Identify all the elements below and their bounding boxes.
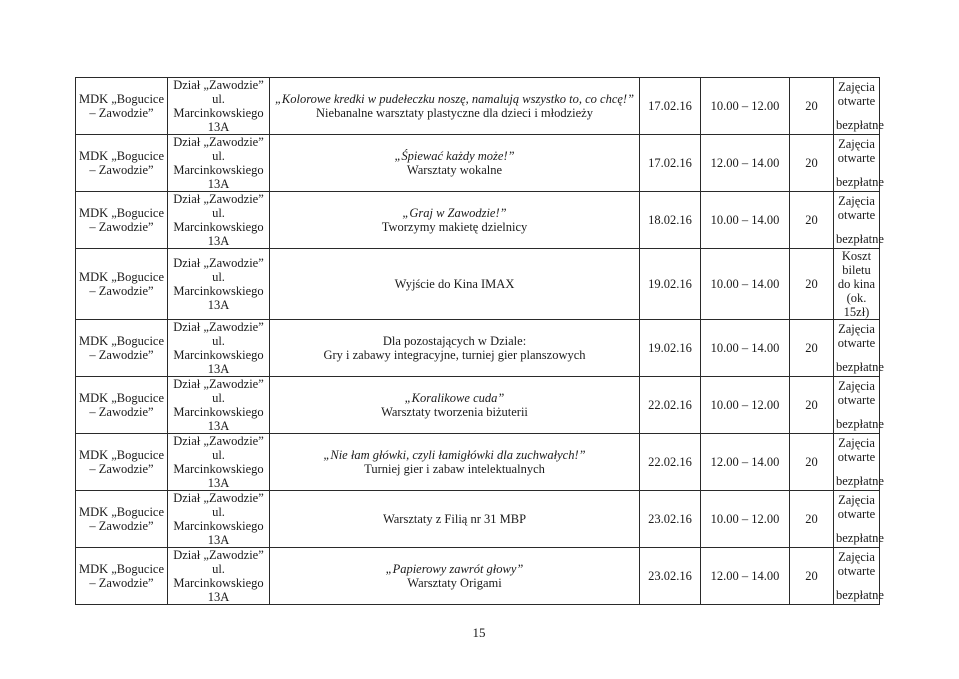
location-department: Dział „Zawodzie” <box>173 434 264 448</box>
event-cell <box>270 135 640 192</box>
status-line-2: otwarte <box>837 393 876 407</box>
location-department: Dział „Zawodzie” <box>173 491 264 505</box>
status-line-2: otwarte <box>837 151 876 165</box>
time-cell: 12.00 – 14.00 <box>701 548 790 605</box>
event-cell <box>270 548 640 605</box>
location-cell <box>168 548 270 605</box>
event-description: Tworzymy makietę dzielnicy <box>381 220 528 234</box>
organizer-name: MDK „Bogucice – Zawodzie” <box>78 149 165 177</box>
time-cell: 12.00 – 14.00 <box>701 135 790 192</box>
status-line-2: otwarte <box>837 564 876 578</box>
date-cell: 22.02.16 <box>640 377 701 434</box>
participants-cell: 20 <box>790 192 834 249</box>
table-row <box>76 491 880 548</box>
event-title: „Graj w Zawodzie!” <box>402 206 507 220</box>
status-line-3: bezpłatne <box>836 232 884 246</box>
location-cell <box>168 377 270 434</box>
status-line-3: bezpłatne <box>836 118 884 132</box>
status-line-2: otwarte <box>837 94 876 108</box>
location-street: ul. Marcinkowskiego <box>173 448 264 476</box>
location-department: Dział „Zawodzie” <box>173 548 264 562</box>
date-cell: 22.02.16 <box>640 434 701 491</box>
event-description: Warsztaty z Filią nr 31 MBP <box>382 512 527 526</box>
location-street: ul. Marcinkowskiego <box>173 149 264 177</box>
location-street: ul. Marcinkowskiego <box>173 206 264 234</box>
time-cell: 10.00 – 14.00 <box>701 249 790 320</box>
location-street: ul. Marcinkowskiego <box>173 505 264 533</box>
location-cell <box>168 434 270 491</box>
status-cell <box>834 434 884 491</box>
date-cell: 19.02.16 <box>640 320 701 377</box>
organizer-cell <box>76 249 168 320</box>
status-line-3: bezpłatne <box>836 531 884 545</box>
status-cell <box>834 192 884 249</box>
table-row <box>76 377 880 434</box>
status-line-1: Zajęcia <box>838 322 875 336</box>
location-cell <box>168 320 270 377</box>
location-department: Dział „Zawodzie” <box>173 320 264 334</box>
location-street: ul. Marcinkowskiego <box>173 334 264 362</box>
event-title: Dla pozostających w Dziale: <box>382 334 527 348</box>
date-cell: 17.02.16 <box>640 135 701 192</box>
table-row <box>76 249 880 320</box>
page-number: 15 <box>472 625 486 640</box>
participants-cell: 20 <box>790 320 834 377</box>
organizer-cell <box>76 135 168 192</box>
organizer-cell <box>76 320 168 377</box>
organizer-name: MDK „Bogucice – Zawodzie” <box>78 334 165 362</box>
organizer-name: MDK „Bogucice – Zawodzie” <box>78 391 165 419</box>
participants-cell: 20 <box>790 548 834 605</box>
location-cell <box>168 78 270 135</box>
location-number: 13A <box>207 298 230 312</box>
organizer-cell <box>76 548 168 605</box>
date-cell: 18.02.16 <box>640 192 701 249</box>
event-description: Turniej gier i zabaw intelektualnych <box>364 462 545 476</box>
event-cell <box>270 377 640 434</box>
status-line-2: biletu do kina <box>837 263 876 291</box>
status-cell <box>834 320 884 377</box>
location-street: ul. Marcinkowskiego <box>173 92 264 120</box>
organizer-cell <box>76 491 168 548</box>
status-cell <box>834 491 884 548</box>
participants-cell: 20 <box>790 78 834 135</box>
date-cell: 23.02.16 <box>640 491 701 548</box>
organizer-cell <box>76 78 168 135</box>
location-department: Dział „Zawodzie” <box>173 377 264 391</box>
event-title: „Koralikowe cuda” <box>404 391 505 405</box>
status-line-2: otwarte <box>837 450 876 464</box>
location-department: Dział „Zawodzie” <box>173 78 264 92</box>
status-line-1: Zajęcia <box>838 436 875 450</box>
participants-cell: 20 <box>790 491 834 548</box>
location-cell <box>168 249 270 320</box>
event-description: Warsztaty Origami <box>407 576 502 590</box>
location-department: Dział „Zawodzie” <box>173 256 264 270</box>
event-title: „Papierowy zawrót głowy” <box>385 562 524 576</box>
status-line-3: bezpłatne <box>836 588 884 602</box>
event-cell <box>270 320 640 377</box>
location-number: 13A <box>207 590 230 604</box>
organizer-name: MDK „Bogucice – Zawodzie” <box>78 206 165 234</box>
participants-cell: 20 <box>790 249 834 320</box>
location-number: 13A <box>207 177 230 191</box>
participants-cell: 20 <box>790 434 834 491</box>
location-cell <box>168 491 270 548</box>
organizer-name: MDK „Bogucice – Zawodzie” <box>78 562 165 590</box>
event-title: „Śpiewać każdy może!” <box>394 149 515 163</box>
table-row <box>76 548 880 605</box>
status-cell <box>834 135 884 192</box>
date-cell: 19.02.16 <box>640 249 701 320</box>
status-line-2: otwarte <box>837 507 876 521</box>
location-number: 13A <box>207 362 230 376</box>
organizer-name: MDK „Bogucice – Zawodzie” <box>78 270 165 298</box>
location-department: Dział „Zawodzie” <box>173 192 264 206</box>
status-line-1: Zajęcia <box>838 194 875 208</box>
event-title: „Kolorowe kredki w pudełeczku noszę, namalują wszystko to, co chcę!” <box>274 92 635 106</box>
schedule-table <box>75 77 884 605</box>
event-cell <box>270 249 640 320</box>
event-description: Warsztaty wokalne <box>406 163 503 177</box>
date-cell: 23.02.16 <box>640 548 701 605</box>
time-cell: 10.00 – 12.00 <box>701 78 790 135</box>
time-cell: 10.00 – 12.00 <box>701 377 790 434</box>
status-line-3: bezpłatne <box>836 175 884 189</box>
status-line-3: bezpłatne <box>836 360 884 374</box>
event-cell <box>270 192 640 249</box>
event-description: Gry i zabawy integracyjne, turniej gier planszowych <box>323 348 586 362</box>
table-row <box>76 78 880 135</box>
time-cell: 12.00 – 14.00 <box>701 434 790 491</box>
location-number: 13A <box>207 234 230 248</box>
location-number: 13A <box>207 120 230 134</box>
location-number: 13A <box>207 419 230 433</box>
organizer-name: MDK „Bogucice – Zawodzie” <box>78 448 165 476</box>
status-line-2: otwarte <box>837 336 876 350</box>
status-line-1: Zajęcia <box>838 80 875 94</box>
location-number: 13A <box>207 533 230 547</box>
organizer-name: MDK „Bogucice – Zawodzie” <box>78 92 165 120</box>
location-number: 13A <box>207 476 230 490</box>
location-department: Dział „Zawodzie” <box>173 135 264 149</box>
status-cell <box>834 249 880 320</box>
participants-cell: 20 <box>790 377 834 434</box>
status-line-1: Koszt <box>841 249 872 263</box>
table-row <box>76 434 880 491</box>
status-line-1: Zajęcia <box>838 550 875 564</box>
status-cell <box>834 78 884 135</box>
organizer-cell <box>76 192 168 249</box>
status-line-1: Zajęcia <box>838 493 875 507</box>
location-cell <box>168 135 270 192</box>
participants-cell: 20 <box>790 135 834 192</box>
organizer-cell <box>76 377 168 434</box>
table-row <box>76 135 880 192</box>
event-cell <box>270 434 640 491</box>
table-row <box>76 320 880 377</box>
time-cell: 10.00 – 12.00 <box>701 491 790 548</box>
event-description: Warsztaty tworzenia biżuterii <box>381 405 528 419</box>
status-line-2: otwarte <box>837 208 876 222</box>
organizer-name: MDK „Bogucice – Zawodzie” <box>78 505 165 533</box>
status-cell <box>834 377 884 434</box>
date-cell: 17.02.16 <box>640 78 701 135</box>
event-title: „Nie łam główki, czyli łamigłówki dla zuchwałych!” <box>323 448 586 462</box>
status-line-3: bezpłatne <box>836 474 884 488</box>
status-line-1: Zajęcia <box>838 379 875 393</box>
status-line-3: bezpłatne <box>836 417 884 431</box>
location-cell <box>168 192 270 249</box>
time-cell: 10.00 – 14.00 <box>701 320 790 377</box>
location-street: ul. Marcinkowskiego <box>173 562 264 590</box>
status-line-3: (ok. 15zł) <box>843 291 870 319</box>
status-cell <box>834 548 884 605</box>
event-cell <box>270 491 640 548</box>
event-cell <box>270 78 640 135</box>
table-row <box>76 192 880 249</box>
location-street: ul. Marcinkowskiego <box>173 391 264 419</box>
time-cell: 10.00 – 14.00 <box>701 192 790 249</box>
organizer-cell <box>76 434 168 491</box>
event-description: Wyjście do Kina IMAX <box>394 277 515 291</box>
schedule-body <box>76 78 884 605</box>
location-street: ul. Marcinkowskiego <box>173 270 264 298</box>
event-description: Niebanalne warsztaty plastyczne dla dzieci i młodzieży <box>316 106 593 120</box>
status-line-1: Zajęcia <box>838 137 875 151</box>
